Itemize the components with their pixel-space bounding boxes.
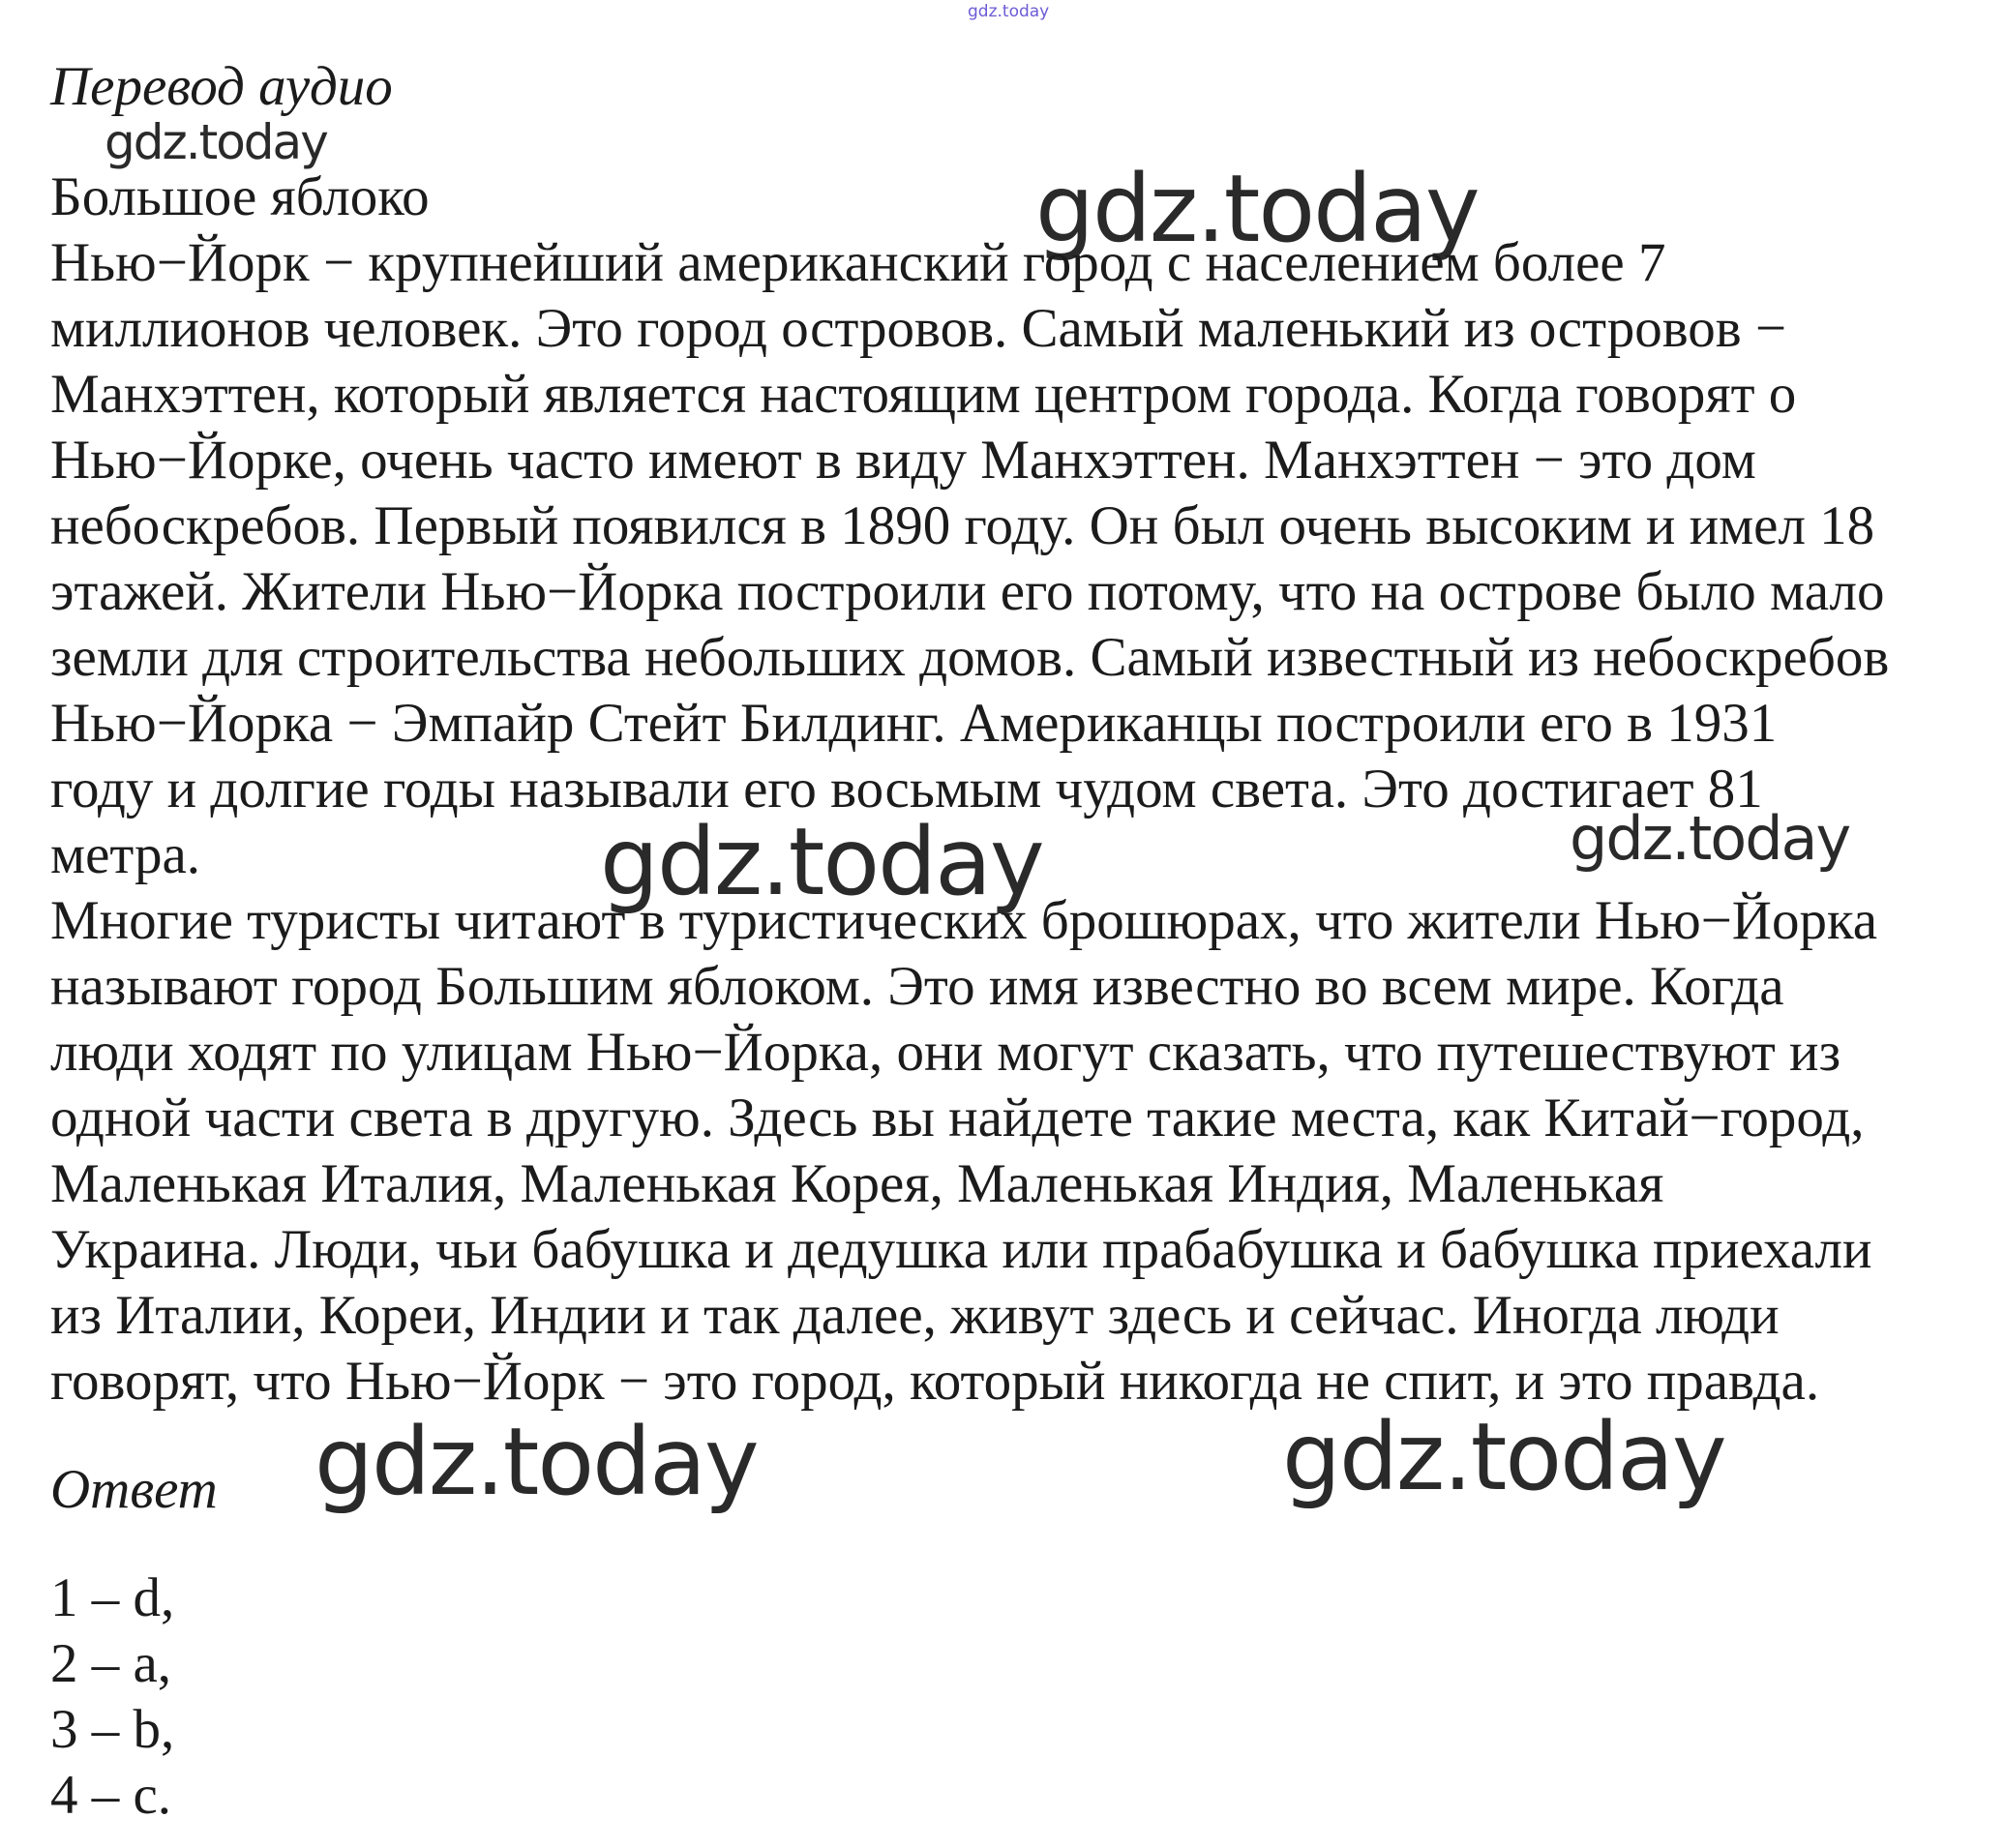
- article-line: Нью−Йорка − Эмпайр Стейт Билдинг. Американцы построили его в 1931: [50, 693, 1778, 754]
- article-line: Нью−Йорке, очень часто имеют в виду Манхэттен. Манхэттен − это дом: [50, 430, 1756, 491]
- article-line: году и долгие годы называли его восьмым чудом света. Это достигает 81: [50, 759, 1763, 820]
- watermark: gdz.today: [314, 1408, 758, 1516]
- article-line: Нью−Йорк − крупнейший американский город с населением более 7: [50, 232, 1666, 293]
- article-line: Украина. Люди, чьи бабушка и дедушка или прабабушка и бабушка приехали: [50, 1219, 1872, 1280]
- answer-item: 1 – d,: [50, 1567, 175, 1628]
- article-line: земли для строительства небольших домов. Самый известный из небоскребов: [50, 627, 1890, 688]
- article-line: миллионов человек. Это город островов. Самый маленький из островов −: [50, 298, 1787, 359]
- article-line: метра.: [50, 824, 201, 885]
- answer-item: 4 – c.: [50, 1765, 172, 1826]
- section-heading: Перевод аудио: [50, 56, 393, 117]
- answer-heading: Ответ: [50, 1459, 218, 1520]
- answer-item: 3 – b,: [50, 1699, 175, 1760]
- article-line: Манхэттен, который является настоящим центром города. Когда говорят о: [50, 364, 1797, 425]
- article-line: называют город Большим яблоком. Это имя известно во всем мире. Когда: [50, 956, 1784, 1017]
- article-line: этажей. Жители Нью−Йорка построили его потому, что на острове было мало: [50, 561, 1885, 622]
- article-line: люди ходят по улицам Нью−Йорка, они могут сказать, что путешествуют из: [50, 1022, 1841, 1083]
- article-line: из Италии, Кореи, Индии и так далее, живут здесь и сейчас. Иногда люди: [50, 1285, 1780, 1346]
- watermark: gdz.today: [1570, 803, 1850, 874]
- article-line: небоскребов. Первый появился в 1890 году. Он был очень высоким и имел 18: [50, 495, 1875, 556]
- watermark: gdz.today: [105, 114, 327, 170]
- watermark: gdz.today: [1035, 155, 1479, 263]
- watermark: gdz.today: [600, 808, 1043, 916]
- watermark: gdz.today: [1282, 1403, 1725, 1511]
- article-line: Многие туристы читают в туристических брошюрах, что жители Нью−Йорка: [50, 890, 1878, 951]
- answer-item: 2 – a,: [50, 1633, 172, 1694]
- article-line: одной части света в другую. Здесь вы найдете такие места, как Китай−город,: [50, 1088, 1865, 1148]
- article-line: говорят, что Нью−Йорк − это город, который никогда не спит, и это правда.: [50, 1351, 1820, 1412]
- watermark-top: gdz.today: [968, 2, 1050, 21]
- article-title: Большое яблоко: [50, 166, 430, 227]
- article-line: Маленькая Италия, Маленькая Корея, Маленькая Индия, Маленькая: [50, 1153, 1664, 1214]
